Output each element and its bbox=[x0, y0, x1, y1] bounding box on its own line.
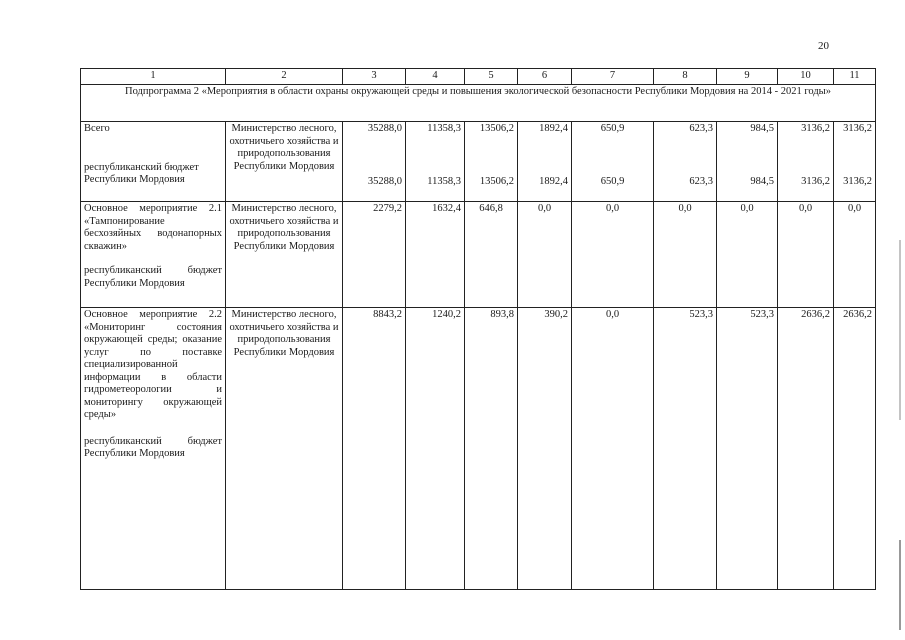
column-number: 10 bbox=[778, 69, 834, 85]
value-cell: 2279,2 bbox=[343, 202, 406, 308]
column-number: 7 bbox=[572, 69, 654, 85]
row-name: Основное мероприятие 2.1 «Тампонирование бесхозяйных водонапорных скважин» bbox=[84, 203, 222, 252]
column-number: 6 bbox=[518, 69, 572, 85]
value-cell: 0,0 bbox=[717, 202, 778, 308]
row-name-cell bbox=[81, 122, 226, 202]
subprogram-row bbox=[81, 84, 876, 122]
table-row bbox=[81, 122, 876, 202]
value-cell: 8843,2 bbox=[343, 308, 406, 590]
value-cell: 3136,2 3136,2 bbox=[778, 122, 834, 202]
value-cell: 0,0 bbox=[834, 202, 876, 308]
ministry-cell: Министерство лесного, охотничьего хозяйства и природопользования Республики Мордовия bbox=[226, 308, 343, 590]
value-cell: 3136,2 3136,2 bbox=[834, 122, 876, 202]
value-cell: 2636,2 bbox=[778, 308, 834, 590]
row-name: Основное мероприятие 2.2 «Мониторинг состояния окружающей среды; оказание услуг по поставке специализированной информации в области гидрометеорологии и мониторингу окружающей среды» bbox=[84, 309, 222, 420]
row-name: Всего bbox=[84, 123, 110, 134]
row-name-cell bbox=[81, 202, 226, 308]
column-number: 4 bbox=[406, 69, 465, 85]
column-number: 9 bbox=[717, 69, 778, 85]
value-cell: 650,9 650,9 bbox=[572, 122, 654, 202]
value-cell: 0,0 bbox=[572, 202, 654, 308]
ministry-cell: Министерство лесного, охотничьего хозяйства и природопользования Республики Мордовия bbox=[226, 202, 343, 308]
value-cell: 2636,2 bbox=[834, 308, 876, 590]
column-number: 1 bbox=[81, 69, 226, 85]
value-cell: 646,8 bbox=[465, 202, 518, 308]
value-cell: 0,0 bbox=[778, 202, 834, 308]
value-cell: 11358,3 11358,3 bbox=[406, 122, 465, 202]
value-cell: 1240,2 bbox=[406, 308, 465, 590]
value-cell: 1892,4 1892,4 bbox=[518, 122, 572, 202]
column-number-row bbox=[81, 69, 876, 85]
table-row bbox=[81, 308, 876, 590]
value-cell: 35288,0 35288,0 bbox=[343, 122, 406, 202]
column-number: 5 bbox=[465, 69, 518, 85]
column-number: 3 bbox=[343, 69, 406, 85]
value-cell: 623,3 623,3 bbox=[654, 122, 717, 202]
ministry-cell: Министерство лесного, охотничьего хозяйства и природопользования Республики Мордовия bbox=[226, 122, 343, 202]
funding-source: республиканский бюджет Республики Мордовия bbox=[84, 161, 199, 185]
scan-edge bbox=[899, 540, 901, 630]
funding-source: республиканский бюджет Республики Мордовия bbox=[84, 435, 222, 459]
scan-edge bbox=[899, 240, 901, 420]
column-number: 11 bbox=[834, 69, 876, 85]
value-cell: 1632,4 bbox=[406, 202, 465, 308]
value-cell: 984,5 984,5 bbox=[717, 122, 778, 202]
column-number: 2 bbox=[226, 69, 343, 85]
value-cell: 0,0 bbox=[572, 308, 654, 590]
column-number: 8 bbox=[654, 69, 717, 85]
budget-table bbox=[80, 68, 876, 590]
value-cell: 893,8 bbox=[465, 308, 518, 590]
value-cell: 0,0 bbox=[654, 202, 717, 308]
value-cell: 0,0 bbox=[518, 202, 572, 308]
value-cell: 523,3 bbox=[717, 308, 778, 590]
page-number: 20 bbox=[818, 40, 829, 52]
funding-source: республиканский бюджет Республики Мордовия bbox=[84, 265, 222, 289]
row-name-cell bbox=[81, 308, 226, 590]
table-row bbox=[81, 202, 876, 308]
value-cell: 390,2 bbox=[518, 308, 572, 590]
subprogram-title: Подпрограмма 2 «Мероприятия в области охраны окружающей среды и повышения экологической безопасности Республики Мордовия на 2014 - 2021 годы» bbox=[81, 84, 876, 122]
value-cell: 523,3 bbox=[654, 308, 717, 590]
value-cell: 13506,2 13506,2 bbox=[465, 122, 518, 202]
